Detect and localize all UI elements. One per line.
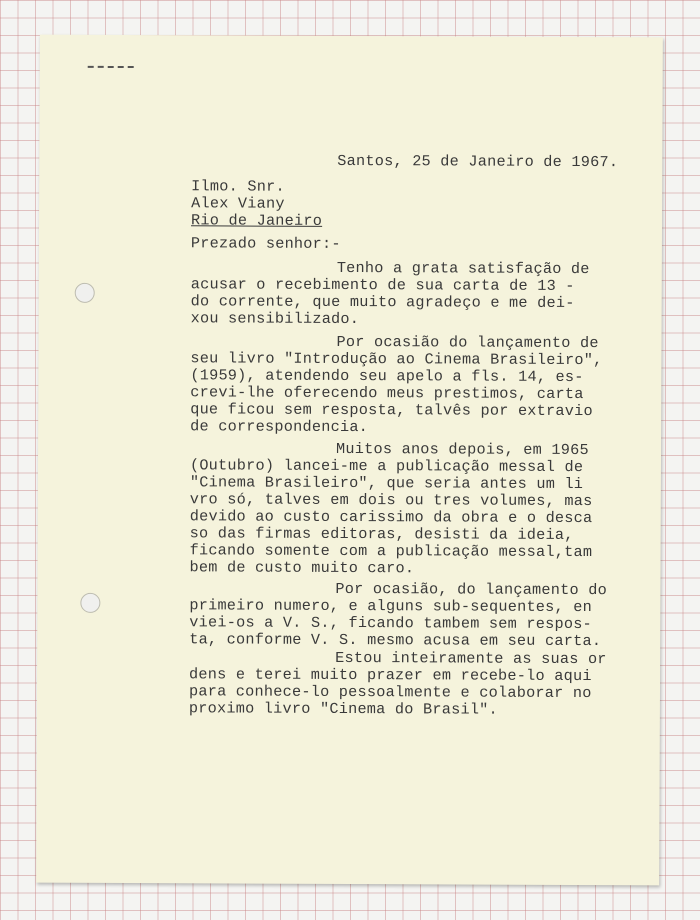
paragraph-line: bem de custo muito caro.: [189, 558, 415, 578]
paragraph-line: dens e terei muito prazer em recebe-lo aqui: [189, 665, 592, 686]
recipient-name: Alex Viany: [191, 194, 285, 213]
paragraph-line: xou sensibilizado.: [190, 309, 360, 329]
paragraph-line: primeiro numero, e alguns sub-sequentes, en: [189, 596, 593, 617]
paragraph-line: (1959), atendendo seu apelo a fls. 14, es-: [190, 366, 584, 387]
paragraph-line: (Outubro) lancei-me a publicação messal de: [189, 456, 584, 477]
paragraph-line: Por ocasião, do lançamento do: [335, 579, 608, 600]
place-date: Santos, 25 de Janeiro de 1967.: [337, 151, 619, 172]
paragraph-line: do corrente, que muito agradeço e me dei-: [190, 292, 575, 312]
paragraph-line: que ficou sem resposta, talvês por extravio: [190, 400, 593, 421]
paragraph-line: Muitos anos depois, em 1965: [336, 439, 589, 460]
paragraph-line: de correspondencia.: [190, 417, 369, 437]
recipient-city: Rio de Janeiro: [191, 211, 323, 230]
paragraph-line: proximo livro "Cinema do Brasil".: [188, 699, 498, 719]
paragraph-line: viei-os a V. S., ficando tambem sem respos-: [189, 613, 592, 634]
greeting: Prezado senhor:-: [190, 234, 341, 253]
paragraph-line: devido ao custo carissimo da obra e o desca: [189, 507, 593, 528]
paragraph-line: para conhece-lo pessoalmente e colaborar no: [188, 682, 592, 703]
typed-letter: [36, 35, 663, 886]
paragraph-line: crevi-lhe oferecendo meus prestimos, carta: [190, 383, 584, 404]
letter-sheet: [36, 35, 663, 886]
paragraph-line: vro só, talves em dois ou tres volumes, mas: [189, 490, 593, 511]
paragraph-line: acusar o recebimento de sua carta de 13 -: [190, 275, 575, 295]
paragraph-line: Estou inteiramente as suas or: [335, 648, 607, 669]
paragraph-line: seu livro "Introdução ao Cinema Brasileiro",: [190, 349, 603, 370]
paragraph-line: Tenho a grata satisfação de: [336, 258, 590, 279]
paragraph-line: Por ocasião do lançamento de: [336, 332, 599, 353]
paragraph-line: ficando somente com a publicação messal,tam: [189, 541, 593, 562]
recipient-title: Ilmo. Snr.: [191, 177, 285, 196]
paragraph-line: "Cinema Brasileiro", que seria antes um li: [189, 473, 584, 494]
paragraph-line: ta, conforme V. S. mesmo acusa em seu carta.: [189, 630, 602, 651]
paragraph-line: so das firmas editoras, desisti da ideia,: [189, 524, 574, 544]
